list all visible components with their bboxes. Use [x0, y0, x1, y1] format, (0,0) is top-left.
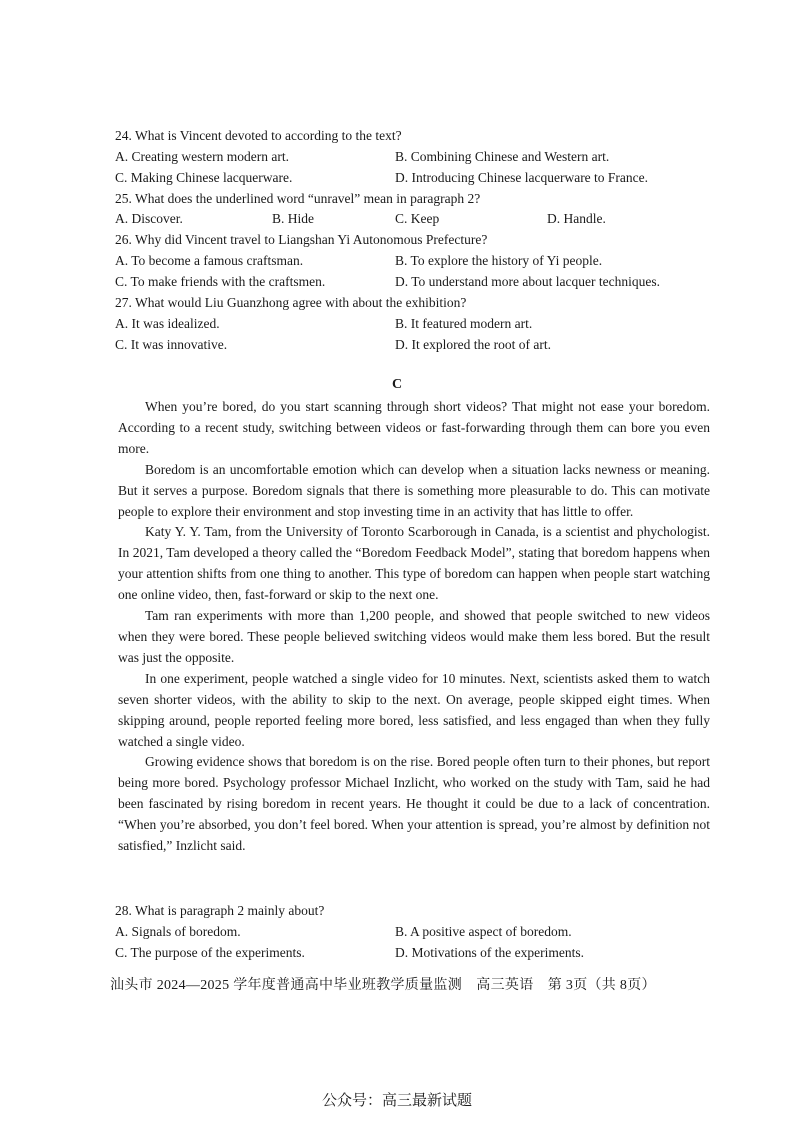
question-26-option-c: C. To make friends with the craftsmen.	[115, 274, 326, 289]
page-footer: 汕头市 2024—2025 学年度普通高中毕业班教学质量监测 高三英语 第 3页（共 8页）	[110, 978, 656, 993]
question-25-option-d: D. Handle.	[547, 211, 606, 226]
watermark-text: 公众号：高三最新试题	[321, 1091, 472, 1109]
passage-paragraph-5: In one experiment, people watched a single video for 10 minutes. Next, scientists asked them to watch seven shorter videos, with the ability to skip to the next. On average, people skipped eight times. When skipping around, people reported feeling more bored, less satisfied, and less engaged than when they fully watched a single video.	[118, 670, 710, 749]
question-27-option-d: D. It explored the root of art.	[395, 337, 551, 352]
question-27-option-c: C. It was innovative.	[115, 337, 228, 352]
question-25-option-a: A. Discover.	[115, 211, 183, 226]
question-25-stem: 25. What does the underlined word “unravel” mean in paragraph 2?	[115, 191, 481, 206]
question-25-option-b: B. Hide	[272, 211, 314, 226]
passage-paragraph-4: Tam ran experiments with more than 1,200 people, and showed that people switched to new videos when they were bored. These people believed switching videos would make them less bored. But the result was just the opposite.	[118, 608, 710, 665]
question-24-option-a: A. Creating western modern art.	[115, 149, 289, 164]
passage	[118, 397, 710, 857]
passage-paragraph-1: When you’re bored, do you start scanning through short videos? That might not ease your boredom. According to a recent study, switching between videos or fast-forwarding through them can bore you even more.	[118, 399, 710, 456]
question-26-stem: 26. Why did Vincent travel to Liangshan Yi Autonomous Prefecture?	[115, 232, 488, 247]
question-24-option-d: D. Introducing Chinese lacquerware to France.	[395, 170, 649, 185]
question-28-option-a: A. Signals of boredom.	[115, 924, 241, 939]
question-24-option-b: B. Combining Chinese and Western art.	[395, 149, 610, 164]
question-28-option-c: C. The purpose of the experiments.	[115, 945, 305, 960]
question-28-option-b: B. A positive aspect of boredom.	[395, 924, 572, 939]
question-27-option-b: B. It featured modern art.	[395, 316, 533, 331]
question-24-stem: 24. What is Vincent devoted to according to the text?	[115, 128, 402, 143]
question-25-option-c: C. Keep	[395, 211, 440, 226]
question-26-option-d: D. To understand more about lacquer techniques.	[395, 274, 660, 289]
question-28-stem: 28. What is paragraph 2 mainly about?	[115, 903, 325, 918]
question-26-option-b: B. To explore the history of Yi people.	[395, 253, 603, 268]
question-24-option-c: C. Making Chinese lacquerware.	[115, 170, 293, 185]
question-28-option-d: D. Motivations of the experiments.	[395, 945, 584, 960]
passage-paragraph-6: Growing evidence shows that boredom is on the rise. Bored people often turn to their phones, but report being more bored. Psychology professor Michael Inzlicht, who worked on the study with Tam, said he had been fascinated by rising boredom in recent years. He thought it could be due to a lack of concentration. “When you’re absorbed, you don’t feel bored. When your attention is spread, you’re almost by definition not satisfied,” Inzlicht said.	[118, 754, 710, 854]
question-27-stem: 27. What would Liu Guanzhong agree with about the exhibition?	[115, 295, 467, 310]
section-title: C	[391, 377, 403, 392]
passage-paragraph-2: Boredom is an uncomfortable emotion which can develop when a situation lacks newness or meaning. But it serves a purpose. Boredom signals that there is something more pleasurable to do. This can motivate people to explore their environment and stop investing time in an activity that has little to offer.	[118, 461, 710, 519]
question-26-option-a: A. To become a famous craftsman.	[115, 253, 304, 268]
question-27-option-a: A. It was idealized.	[115, 316, 220, 331]
passage-paragraph-3: Katy Y. Y. Tam, from the University of Toronto Scarborough in Canada, is a scientist and phychologist. In 2021, Tam developed a theory called the “Boredom Feedback Model”, stating that boredom happens when your attention shifts from one thing to another. This type of boredom can happen when people start watching one online video, then, fast-forward or skip to the next one.	[118, 524, 710, 603]
